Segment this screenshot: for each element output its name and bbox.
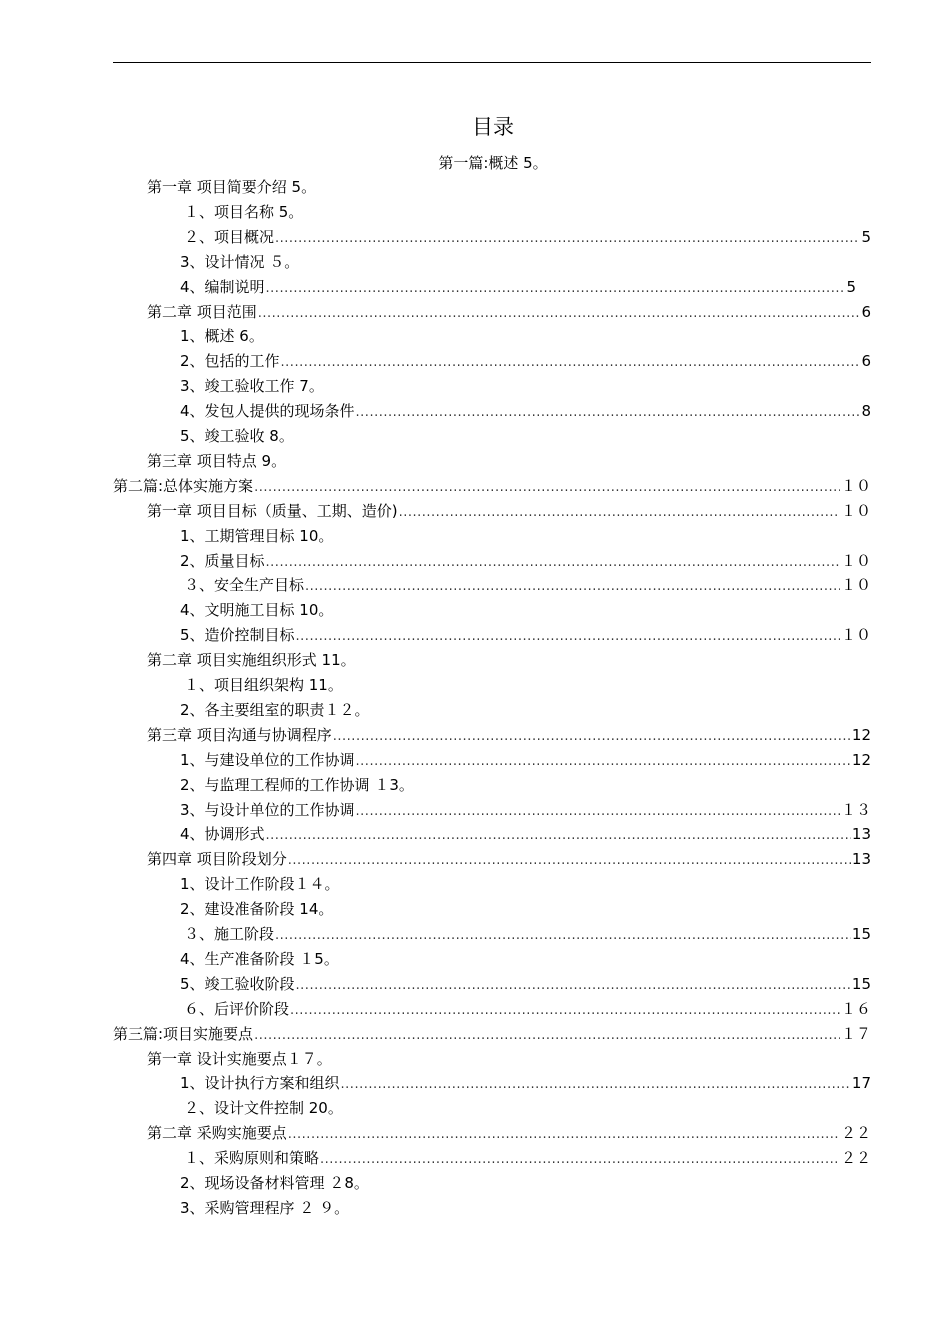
toc-entry[interactable] (180, 749, 871, 771)
toc-dot-leader (356, 751, 851, 771)
toc-entry-title: 1、设计执行方案和组织 (180, 1074, 340, 1093)
toc-entry[interactable] (184, 923, 871, 945)
toc-entry[interactable] (184, 1147, 871, 1169)
toc-entry-page: 12 (851, 750, 871, 769)
toc-dot-leader (290, 1000, 840, 1020)
toc-entry-title: 4、生产准备阶段 １5。 (180, 949, 339, 968)
toc-entry[interactable] (180, 550, 871, 572)
toc-part-1: 第一篇:概述 5。 (438, 154, 548, 172)
toc-entry[interactable] (180, 898, 880, 920)
toc-entry-title: ６、后评价阶段 (184, 999, 290, 1018)
toc-dot-leader (275, 228, 860, 248)
toc-entry-title: ２、项目概况 (184, 227, 275, 246)
toc-entry-title: 3、采购管理程序 ２ ９。 (180, 1198, 350, 1217)
toc-dot-leader (258, 303, 861, 323)
toc-dot-leader (254, 477, 840, 497)
toc-entry[interactable] (180, 375, 880, 397)
toc-entry[interactable] (180, 251, 880, 273)
toc-entry-page: １３ (840, 800, 871, 819)
toc-dot-leader (356, 402, 861, 422)
toc-entry-title: 3、竣工验收工作 7。 (180, 377, 324, 396)
toc-entry-title: 2、各主要组室的职责１２。 (180, 700, 370, 719)
toc-entry-title: 2、与监理工程师的工作协调 １3。 (180, 775, 414, 794)
toc-entry[interactable] (113, 1023, 871, 1045)
toc-entry[interactable] (147, 301, 871, 323)
toc-entry[interactable] (147, 450, 847, 472)
toc-entry-title: 第四章 项目阶段划分 (147, 850, 287, 869)
toc-entry[interactable] (147, 724, 871, 746)
toc-entry[interactable] (180, 1172, 880, 1194)
toc-entry[interactable] (147, 176, 847, 198)
toc-dot-leader (266, 552, 840, 572)
toc-entry[interactable] (180, 774, 880, 796)
toc-entry-title: 第三篇:项目实施要点 (113, 1024, 254, 1043)
toc-entry[interactable] (113, 475, 871, 497)
toc-entry[interactable] (147, 848, 871, 870)
toc-entry-page: ２２ (840, 1149, 871, 1168)
toc-dot-leader (254, 1025, 840, 1045)
toc-entry-page: 5 (861, 227, 871, 246)
toc-entry-title: 第二章 采购实施要点 (147, 1124, 287, 1143)
toc-entry-title: 第一章 项目简要介绍 5。 (147, 178, 317, 196)
toc-entry-title: 1、与建设单位的工作协调 (180, 750, 355, 769)
toc-dot-leader (305, 576, 840, 596)
toc-entry[interactable] (180, 799, 871, 821)
toc-entry[interactable] (184, 226, 871, 248)
toc-entry-title: 第二篇:总体实施方案 (113, 476, 254, 495)
toc-entry-title: 5、竣工验收 8。 (180, 427, 294, 445)
toc-dot-leader (281, 352, 861, 372)
toc-dot-leader (266, 278, 846, 298)
toc-entry-page: 12 (851, 725, 871, 744)
toc-dot-leader (296, 975, 851, 995)
page-title: 目录 (472, 115, 514, 139)
toc-entry-page: 17 (851, 1074, 871, 1093)
toc-entry-title: 2、质量目标 (180, 551, 265, 570)
toc-entry-page: １６ (840, 999, 871, 1018)
toc-entry-title: 第二章 项目实施组织形式 11。 (147, 651, 356, 670)
toc-entry[interactable] (180, 823, 871, 845)
toc-entry-title: 1、设计工作阶段１４。 (180, 875, 340, 894)
toc-entry-page: １０ (840, 626, 871, 645)
toc-entry-title: 3、与设计单位的工作协调 (180, 800, 355, 819)
toc-dot-leader (266, 825, 851, 845)
toc-entry-title: ３、安全生产目标 (184, 576, 305, 595)
toc-entry[interactable] (180, 699, 880, 721)
toc-entry[interactable] (180, 525, 880, 547)
toc-entry-page: １０ (840, 476, 871, 495)
toc-entry[interactable] (180, 599, 880, 621)
toc-entry-title: 5、竣工验收阶段 (180, 974, 295, 993)
toc-entry-page: 8 (861, 402, 871, 421)
toc-entry-page: 6 (861, 352, 871, 371)
toc-entry-title: 第二章 项目范围 (147, 302, 257, 321)
toc-dot-leader (288, 1124, 840, 1144)
toc-entry-page: １０ (840, 576, 871, 595)
toc-entry[interactable] (184, 998, 871, 1020)
toc-entry[interactable] (147, 500, 871, 522)
toc-entry[interactable] (180, 276, 856, 298)
toc-entry-page: １７ (840, 1024, 871, 1043)
toc-entry-title: １、采购原则和策略 (184, 1149, 320, 1168)
toc-entry-title: 第三章 项目特点 9。 (147, 451, 287, 470)
toc-entry-title: 1、工期管理目标 10。 (180, 526, 334, 545)
toc-entry-page: １０ (840, 501, 871, 520)
toc-entry[interactable] (180, 948, 880, 970)
toc-entry-page: 15 (851, 974, 871, 993)
toc-entry-title: 4、协调形式 (180, 825, 265, 844)
toc-entry-title: 第一章 设计实施要点１７。 (147, 1049, 332, 1068)
toc-dot-leader (356, 801, 840, 821)
toc-entry-title: ３、施工阶段 (184, 925, 275, 943)
toc-entry[interactable] (184, 201, 884, 223)
toc-entry-title: ２、设计文件控制 20。 (184, 1099, 343, 1118)
toc-entry[interactable] (180, 624, 871, 646)
toc-dot-leader (341, 1074, 851, 1094)
toc-entry[interactable] (180, 973, 871, 995)
toc-entry-title: １、项目组织架构 11。 (184, 676, 343, 694)
toc-dot-leader (288, 850, 851, 870)
toc-entry-title: 4、编制说明 (180, 277, 265, 296)
header-rule (113, 62, 871, 63)
toc-entry-title: 第一章 项目目标（质量、工期、造价) (147, 501, 398, 520)
toc-entry-page: 5 (846, 277, 856, 296)
toc-dot-leader (275, 925, 851, 945)
toc-entry-title: 2、包括的工作 (180, 352, 280, 371)
toc-entry-title: 3、设计情况 ５。 (180, 252, 300, 271)
toc-dot-leader (333, 726, 851, 746)
toc-entry[interactable] (180, 325, 880, 347)
toc-entry-title: １、项目名称 5。 (184, 202, 304, 221)
toc-entry-title: 2、建设准备阶段 14。 (180, 900, 334, 919)
toc-entry[interactable] (184, 1097, 884, 1119)
toc-entry-title: 2、现场设备材料管理 ２8。 (180, 1174, 369, 1192)
toc-entry[interactable] (147, 649, 847, 671)
toc-entry[interactable] (147, 1048, 847, 1070)
toc-entry[interactable] (180, 425, 880, 447)
toc-entry-title: 1、概述 6。 (180, 327, 264, 346)
toc-entry-title: 第三章 项目沟通与协调程序 (147, 725, 332, 744)
toc-entry-page: 13 (851, 850, 871, 869)
toc-dot-leader (399, 502, 840, 522)
toc-entry[interactable] (180, 1197, 880, 1219)
toc-entry[interactable] (180, 1072, 871, 1094)
toc-entry-title: 5、造价控制目标 (180, 626, 295, 645)
toc-entry-title: 4、文明施工目标 10。 (180, 601, 334, 620)
toc-dot-leader (320, 1149, 840, 1169)
toc-entry-page: 6 (861, 302, 871, 321)
toc-entry[interactable] (184, 574, 871, 596)
toc-entry-page: １０ (840, 551, 871, 570)
toc-entry[interactable] (147, 1122, 871, 1144)
toc-entry-page: 15 (851, 925, 871, 943)
toc-entry-page: ２２ (840, 1124, 871, 1143)
toc-dot-leader (296, 626, 840, 646)
toc-entry[interactable] (180, 400, 871, 422)
toc-entry-title: 4、发包人提供的现场条件 (180, 402, 355, 421)
toc-entry-page: 13 (851, 825, 871, 844)
toc-entry[interactable] (184, 674, 884, 696)
toc-entry[interactable] (180, 873, 880, 895)
toc-entry[interactable] (180, 350, 871, 372)
